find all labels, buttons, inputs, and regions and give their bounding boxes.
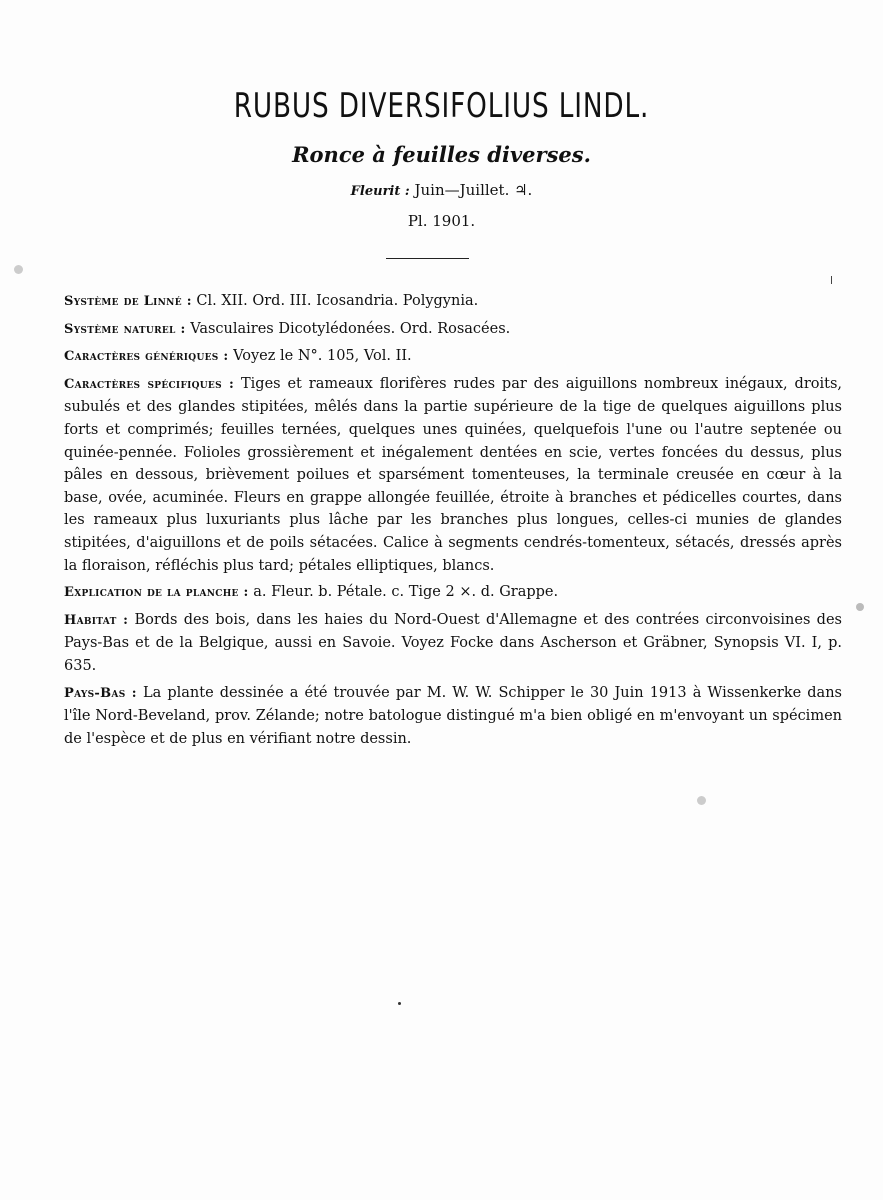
section-label: Caractères spécifiques :: [64, 376, 235, 392]
description-body: [64, 290, 842, 754]
section-label: Système de Linné :: [64, 294, 192, 309]
flowering-text: Juin—Juillet. ♃.: [414, 181, 533, 199]
section-generic-characters: [64, 345, 842, 369]
section-label: Système naturel :: [64, 321, 186, 337]
paper-speck: [831, 276, 832, 284]
plate-number: Pl. 1901.: [407, 212, 476, 230]
section-text: Voyez le N°. 105, Vol. II.: [233, 348, 412, 365]
flowering-label: Fleurit :: [350, 184, 410, 199]
paper-speck: [856, 603, 864, 611]
section-label: Pays-Bas :: [64, 685, 137, 701]
page-title: RUBUS DIVERSIFOLIUS LINDL.: [233, 86, 650, 126]
section-text: Vasculaires Dicotylédonées. Ord. Rosacées.: [190, 320, 511, 337]
section-text: a. Fleur. b. Pétale. c. Tige 2 ×. d. Grappe.: [253, 584, 559, 601]
section-label: Caractères génériques :: [64, 349, 229, 365]
section-natural-system: [64, 318, 842, 342]
paper-speck: [14, 265, 23, 274]
section-label: Habitat :: [64, 612, 129, 628]
section-habitat: [64, 609, 842, 678]
paper-speck: [398, 1002, 401, 1005]
section-netherlands: [64, 682, 842, 751]
section-linnaean-system: [64, 290, 842, 314]
section-text: La plante dessinée a été trouvée par M. W. W. Schipper le 30 Juin 1913 à Wissenkerke dans l'île Nord-Beveland, prov. Zélande; notre batologue distingué m'a bien obligé en m'envoyant un spécimen de l'espèce et de plus en vérifiant notre dessin.: [64, 684, 842, 747]
section-plate-explanation: [64, 581, 842, 605]
section-text: Cl. XII. Ord. III. Icosandria. Polygynia.: [196, 293, 479, 309]
section-text: Bords des bois, dans les haies du Nord-Ouest d'Allemagne et des contrées circonvoisines des Pays-Bas et de la Belgique, aussi en Savoie. Voyez Focke dans Ascherson et Gräbner, Synopsis VI. I, p. 635.: [64, 611, 842, 674]
title-divider: [386, 258, 469, 259]
paper-speck: [697, 796, 706, 805]
flowering-period: [0, 181, 883, 199]
common-name-subtitle: Ronce à feuilles diverses.: [292, 142, 591, 167]
section-label: Explication de la planche :: [64, 585, 249, 601]
section-specific-characters: [64, 373, 842, 577]
section-text: Tiges et rameaux florifères rudes par des aiguillons nombreux inégaux, droits, subulés et des glandes stipitées, mêlés dans la partie supérieure de la tige de quelques aiguillons plus forts et comprimés; feuilles ternées, quelques unes quinées, quelquefois l'une ou l'autre septenée ou quinée-pennée. Folioles grossièrement et inégalement dentées en scie, vertes foncées du dessus, plus pâles en dessous, brièvement poilues et sparsément tomenteuses, la terminale creusée en cœur à la base, ovée, acuminée. Fleurs en grappe allongée feuillée, étroite à branches et pédicelles courtes, dans les rameaux plus luxuriants plus lâche par les branches plus longues, celles-ci munies de glandes stipitées, d'aiguillons et de poils sétacées. Calice à segments cendrés-tomenteux, sétacés, dressés après la floraison, réfléchis plus tard; pétales elliptiques, blancs.: [64, 375, 842, 574]
